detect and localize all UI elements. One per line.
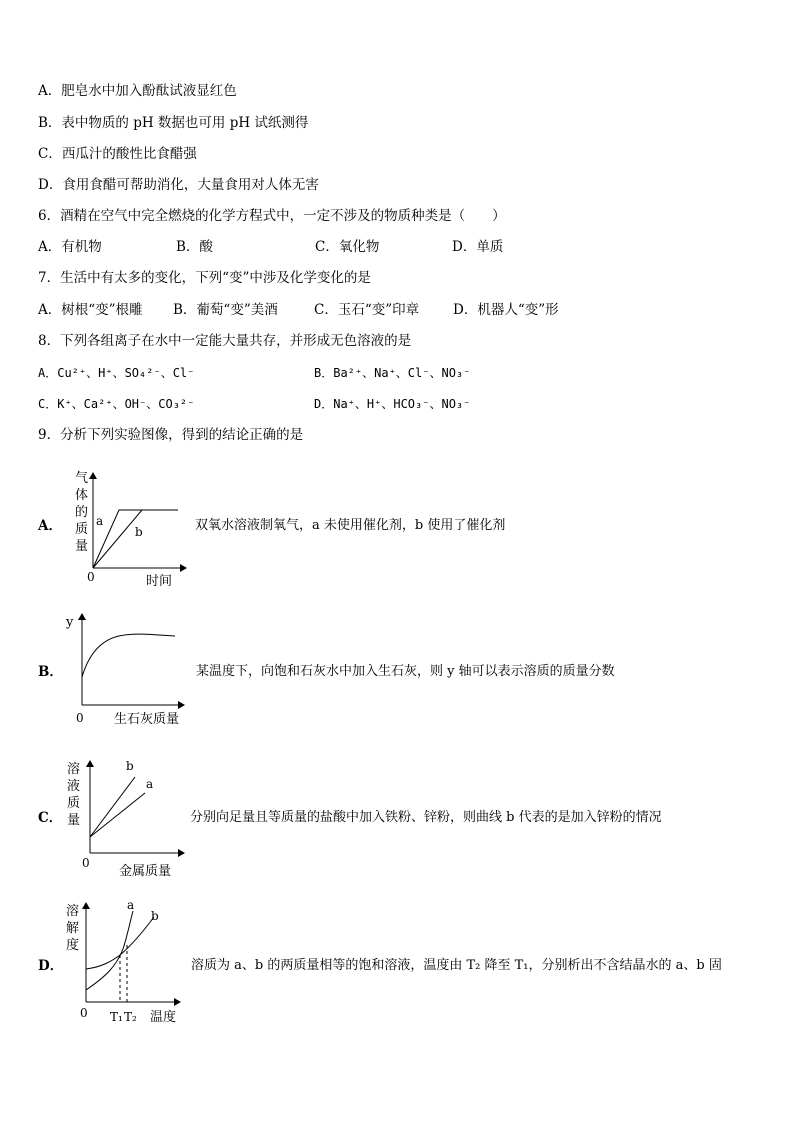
q8-option-d: D．Na⁺、H⁺、HCO₃⁻、NO₃⁻ xyxy=(314,397,471,411)
curve-a-label: a xyxy=(146,777,154,791)
t2-label: T₂ xyxy=(124,1010,137,1024)
q9-option-a-desc: 双氧水溶液制氧气，a 未使用催化剂，b 使用了催化剂 xyxy=(195,518,506,533)
q6-stem: 6．酒精在空气中完全燃烧的化学方程式中，一定不涉及的物质种类是（ ） xyxy=(38,208,506,224)
q7-option-a: A．树根“变”根雕 xyxy=(38,302,143,318)
y-axis-char: 气 xyxy=(75,471,89,486)
curve-a xyxy=(93,510,178,568)
origin-label: 0 xyxy=(87,570,95,584)
q9-option-a-label: A． xyxy=(38,518,62,534)
y-axis-char: 量 xyxy=(67,813,81,828)
q5-option-a: A．肥皂水中加入酚酞试液显红色 xyxy=(38,83,237,99)
y-axis-char: 度 xyxy=(66,938,80,953)
q7-option-c: C．玉石“变”印章 xyxy=(314,302,420,318)
origin-label: 0 xyxy=(76,711,84,725)
q8-option-c: C．K⁺、Ca²⁺、OH⁻、CO₃²⁻ xyxy=(38,397,195,411)
q7-stem: 7．生活中有太多的变化，下列“变”中涉及化学变化的是 xyxy=(38,270,371,286)
curve-b-label: b xyxy=(135,525,143,539)
q9-graph-d xyxy=(60,897,195,1027)
curve xyxy=(82,634,175,677)
curve-a-label: a xyxy=(96,514,104,528)
q9-option-b-desc: 某温度下，向饱和石灰水中加入生石灰，则 y 轴可以表示溶质的质量分数 xyxy=(196,664,615,679)
q5-option-d: D．食用食醋可帮助消化，大量食用对人体无害 xyxy=(38,177,319,193)
q9-option-d-desc: 溶质为 a、b 的两质量相等的饱和溶液，温度由 T₂ 降至 T₁，分别析出不含结晶水的 a、b 固 xyxy=(191,958,722,973)
origin-label: 0 xyxy=(82,856,90,870)
q6-option-d: D．单质 xyxy=(452,239,504,255)
q9-option-c-desc: 分别向足量且等质量的盐酸中加入铁粉、锌粉，则曲线 b 代表的是加入锌粉的情况 xyxy=(190,810,662,825)
y-axis-label: y xyxy=(66,615,74,630)
y-axis-char: 液 xyxy=(67,779,81,794)
q8-option-a: A．Cu²⁺、H⁺、SO₄²⁻、Cl⁻ xyxy=(38,366,195,380)
origin-label: 0 xyxy=(80,1006,88,1020)
q9-graph-c xyxy=(60,755,190,880)
curve-a-label: a xyxy=(127,898,135,912)
q6-option-b: B．酸 xyxy=(176,239,213,255)
q9-graph-b xyxy=(60,610,200,730)
curve-b-label: b xyxy=(151,909,159,923)
q6-option-a: A．有机物 xyxy=(38,239,102,255)
q9-stem: 9．分析下列实验图像，得到的结论正确的是 xyxy=(38,427,304,443)
q9-option-d-label: D． xyxy=(38,958,64,974)
q9-graph-a xyxy=(60,465,190,590)
q7-option-b: B．葡萄“变”美酒 xyxy=(173,302,278,318)
q9-option-b-label: B． xyxy=(38,664,63,680)
x-axis-label: 温度 xyxy=(150,1010,177,1025)
q7-option-d: D．机器人“变”形 xyxy=(453,302,559,318)
y-axis-char: 解 xyxy=(66,921,80,936)
curve-b-label: b xyxy=(126,759,134,773)
q9-option-c-label: C． xyxy=(38,810,63,826)
q6-option-c: C．氧化物 xyxy=(315,239,380,255)
curve-a xyxy=(86,911,133,990)
q5-option-c: C．西瓜汁的酸性比食醋强 xyxy=(38,146,197,162)
x-axis-label: 金属质量 xyxy=(119,864,172,879)
y-axis-char: 质 xyxy=(67,796,81,811)
t1-label: T₁ xyxy=(110,1010,123,1024)
q8-option-b: B．Ba²⁺、Na⁺、Cl⁻、NO₃⁻ xyxy=(314,366,471,380)
q8-stem: 8．下列各组离子在水中一定能大量共存，并形成无色溶液的是 xyxy=(38,333,412,349)
y-axis-char: 量 xyxy=(75,539,89,554)
y-axis-char: 质 xyxy=(75,522,89,537)
y-axis-char: 溶 xyxy=(66,904,80,919)
x-axis-label: 时间 xyxy=(146,574,173,589)
y-axis-char: 溶 xyxy=(67,762,81,777)
q5-option-b: B．表中物质的 pH 数据也可用 pH 试纸测得 xyxy=(38,115,309,131)
x-axis-label: 生石灰质量 xyxy=(114,712,180,727)
y-axis-char: 体 xyxy=(75,488,89,503)
y-axis-char: 的 xyxy=(75,505,89,520)
